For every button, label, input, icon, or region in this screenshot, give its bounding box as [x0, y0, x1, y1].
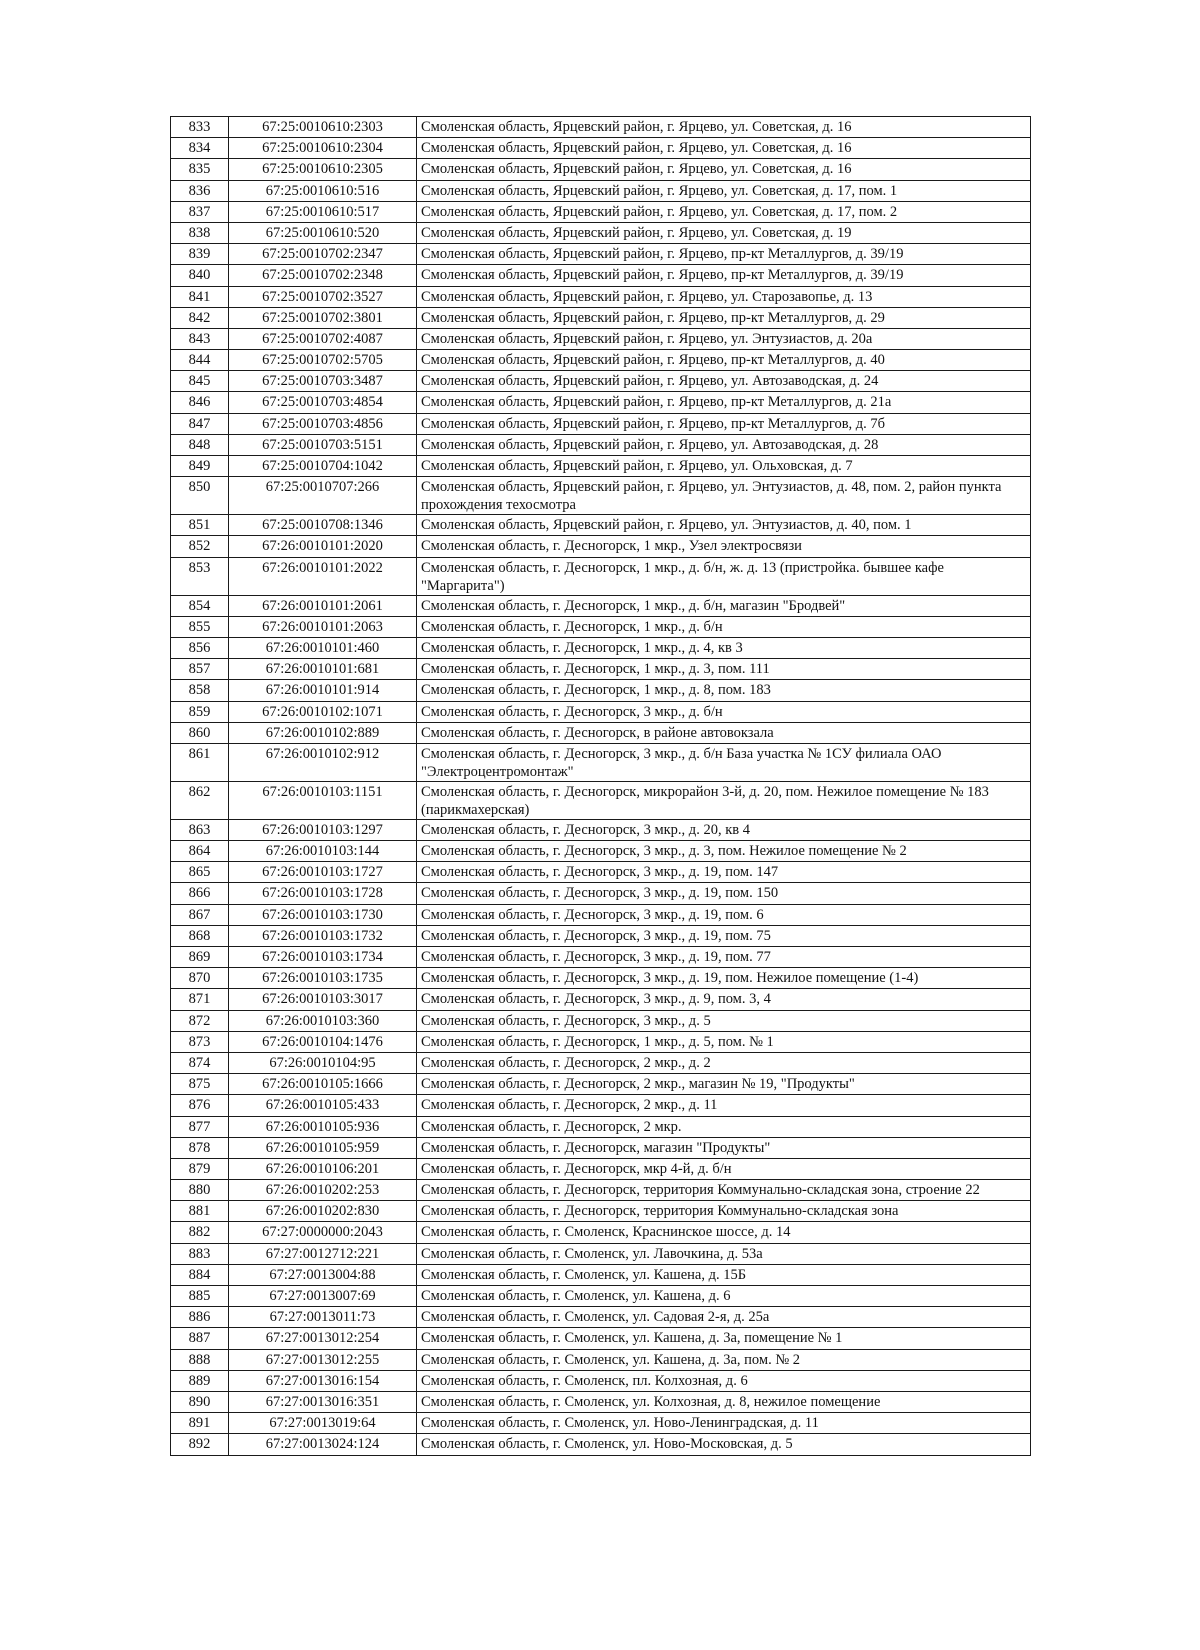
- address-cell: Смоленская область, г. Десногорск, 1 мкр., д. 5, пом. № 1: [417, 1031, 1031, 1052]
- cadastral-number-cell: 67:26:0010202:830: [229, 1201, 417, 1222]
- row-number-cell: 862: [171, 781, 229, 819]
- address-cell: Смоленская область, г. Десногорск, 2 мкр.: [417, 1116, 1031, 1137]
- property-table: [170, 116, 1031, 1456]
- table-row: [171, 307, 1031, 328]
- row-number-cell: 880: [171, 1180, 229, 1201]
- table-row: [171, 434, 1031, 455]
- address-cell: Смоленская область, г. Десногорск, 2 мкр., д. 2: [417, 1052, 1031, 1073]
- address-cell: Смоленская область, г. Десногорск, 3 мкр., д. 19, пом. 77: [417, 947, 1031, 968]
- cadastral-number-cell: 67:25:0010610:516: [229, 180, 417, 201]
- row-number-cell: 865: [171, 862, 229, 883]
- address-cell: Смоленская область, Ярцевский район, г. Ярцево, ул. Советская, д. 17, пом. 2: [417, 201, 1031, 222]
- cadastral-number-cell: 67:25:0010610:2305: [229, 159, 417, 180]
- address-cell: Смоленская область, г. Смоленск, ул. Колхозная, д. 8, нежилое помещение: [417, 1391, 1031, 1412]
- row-number-cell: 840: [171, 265, 229, 286]
- address-cell: Смоленская область, г. Десногорск, 3 мкр., д. 19, пом. 147: [417, 862, 1031, 883]
- address-cell: Смоленская область, Ярцевский район, г. Ярцево, пр-кт Металлургов, д. 21а: [417, 392, 1031, 413]
- address-cell: Смоленская область, Ярцевский район, г. Ярцево, ул. Советская, д. 17, пом. 1: [417, 180, 1031, 201]
- row-number-cell: 868: [171, 925, 229, 946]
- cadastral-number-cell: 67:25:0010708:1346: [229, 515, 417, 536]
- table-row: [171, 138, 1031, 159]
- row-number-cell: 874: [171, 1052, 229, 1073]
- row-number-cell: 845: [171, 371, 229, 392]
- row-number-cell: 855: [171, 616, 229, 637]
- cadastral-number-cell: 67:26:0010106:201: [229, 1158, 417, 1179]
- table-row: [171, 1158, 1031, 1179]
- address-cell: Смоленская область, Ярцевский район, г. Ярцево, ул. Энтузиастов, д. 48, пом. 2, район пункта прохождения техосмотра: [417, 477, 1031, 515]
- address-cell: Смоленская область, Ярцевский район, г. Ярцево, пр-кт Металлургов, д. 29: [417, 307, 1031, 328]
- row-number-cell: 885: [171, 1286, 229, 1307]
- cadastral-number-cell: 67:26:0010103:1151: [229, 781, 417, 819]
- table-row: [171, 637, 1031, 658]
- address-cell: Смоленская область, г. Десногорск, 3 мкр., д. б/н База участка № 1СУ филиала ОАО "Электроцентромонтаж": [417, 743, 1031, 781]
- row-number-cell: 859: [171, 701, 229, 722]
- cadastral-number-cell: 67:27:0013012:255: [229, 1349, 417, 1370]
- table-row: [171, 515, 1031, 536]
- row-number-cell: 847: [171, 413, 229, 434]
- address-cell: Смоленская область, г. Десногорск, 3 мкр., д. б/н: [417, 701, 1031, 722]
- row-number-cell: 886: [171, 1307, 229, 1328]
- address-cell: Смоленская область, г. Смоленск, ул. Ново-Ленинградская, д. 11: [417, 1413, 1031, 1434]
- table-row: [171, 680, 1031, 701]
- address-cell: Смоленская область, г. Десногорск, мкр 4-й, д. б/н: [417, 1158, 1031, 1179]
- row-number-cell: 837: [171, 201, 229, 222]
- table-row: [171, 413, 1031, 434]
- cadastral-number-cell: 67:25:0010703:5151: [229, 434, 417, 455]
- row-number-cell: 835: [171, 159, 229, 180]
- address-cell: Смоленская область, Ярцевский район, г. Ярцево, ул. Советская, д. 19: [417, 222, 1031, 243]
- table-row: [171, 1434, 1031, 1455]
- cadastral-number-cell: 67:26:0010101:460: [229, 637, 417, 658]
- table-row: [171, 1370, 1031, 1391]
- address-cell: Смоленская область, г. Десногорск, территория Коммунально-складская зона, строение 22: [417, 1180, 1031, 1201]
- address-cell: Смоленская область, Ярцевский район, г. Ярцево, пр-кт Металлургов, д. 39/19: [417, 265, 1031, 286]
- cadastral-number-cell: 67:25:0010702:3527: [229, 286, 417, 307]
- address-cell: Смоленская область, г. Десногорск, 1 мкр., д. 4, кв 3: [417, 637, 1031, 658]
- table-row: [171, 180, 1031, 201]
- row-number-cell: 856: [171, 637, 229, 658]
- address-cell: Смоленская область, Ярцевский район, г. Ярцево, ул. Ольховская, д. 7: [417, 456, 1031, 477]
- address-cell: Смоленская область, Ярцевский район, г. Ярцево, ул. Автозаводская, д. 28: [417, 434, 1031, 455]
- address-cell: Смоленская область, г. Смоленск, ул. Ново-Московская, д. 5: [417, 1434, 1031, 1455]
- row-number-cell: 857: [171, 659, 229, 680]
- table-row: [171, 1286, 1031, 1307]
- address-cell: Смоленская область, Ярцевский район, г. Ярцево, ул. Советская, д. 16: [417, 138, 1031, 159]
- table-row: [171, 883, 1031, 904]
- table-row: [171, 1201, 1031, 1222]
- table-row: [171, 701, 1031, 722]
- table-row: [171, 743, 1031, 781]
- table-row: [171, 659, 1031, 680]
- address-cell: Смоленская область, Ярцевский район, г. Ярцево, ул. Советская, д. 16: [417, 159, 1031, 180]
- cadastral-number-cell: 67:25:0010702:5705: [229, 350, 417, 371]
- cadastral-number-cell: 67:26:0010101:681: [229, 659, 417, 680]
- address-cell: Смоленская область, г. Десногорск, 1 мкр., Узел электросвязи: [417, 536, 1031, 557]
- table-row: [171, 350, 1031, 371]
- cadastral-number-cell: 67:25:0010703:3487: [229, 371, 417, 392]
- table-row: [171, 1010, 1031, 1031]
- cadastral-number-cell: 67:25:0010702:4087: [229, 328, 417, 349]
- table-row: [171, 1413, 1031, 1434]
- address-cell: Смоленская область, г. Десногорск, 3 мкр., д. 9, пом. 3, 4: [417, 989, 1031, 1010]
- address-cell: Смоленская область, Ярцевский район, г. Ярцево, ул. Энтузиастов, д. 20а: [417, 328, 1031, 349]
- row-number-cell: 866: [171, 883, 229, 904]
- row-number-cell: 870: [171, 968, 229, 989]
- table-row: [171, 1222, 1031, 1243]
- row-number-cell: 850: [171, 477, 229, 515]
- cadastral-number-cell: 67:26:0010103:360: [229, 1010, 417, 1031]
- cadastral-number-cell: 67:25:0010703:4856: [229, 413, 417, 434]
- row-number-cell: 871: [171, 989, 229, 1010]
- table-row: [171, 968, 1031, 989]
- address-cell: Смоленская область, г. Десногорск, 2 мкр., д. 11: [417, 1095, 1031, 1116]
- cadastral-number-cell: 67:26:0010202:253: [229, 1180, 417, 1201]
- table-row: [171, 947, 1031, 968]
- table-row: [171, 722, 1031, 743]
- table-row: [171, 456, 1031, 477]
- cadastral-number-cell: 67:26:0010101:2020: [229, 536, 417, 557]
- row-number-cell: 869: [171, 947, 229, 968]
- table-row: [171, 1074, 1031, 1095]
- cadastral-number-cell: 67:25:0010610:2303: [229, 117, 417, 138]
- row-number-cell: 838: [171, 222, 229, 243]
- row-number-cell: 867: [171, 904, 229, 925]
- row-number-cell: 882: [171, 1222, 229, 1243]
- row-number-cell: 852: [171, 536, 229, 557]
- table-row: [171, 286, 1031, 307]
- table-row: [171, 222, 1031, 243]
- table-row: [171, 616, 1031, 637]
- cadastral-number-cell: 67:25:0010704:1042: [229, 456, 417, 477]
- row-number-cell: 849: [171, 456, 229, 477]
- cadastral-number-cell: 67:27:0013011:73: [229, 1307, 417, 1328]
- address-cell: Смоленская область, г. Смоленск, ул. Кашена, д. 15Б: [417, 1264, 1031, 1285]
- address-cell: Смоленская область, Ярцевский район, г. Ярцево, пр-кт Металлургов, д. 7б: [417, 413, 1031, 434]
- cadastral-number-cell: 67:25:0010702:3801: [229, 307, 417, 328]
- row-number-cell: 887: [171, 1328, 229, 1349]
- cadastral-number-cell: 67:26:0010102:1071: [229, 701, 417, 722]
- row-number-cell: 888: [171, 1349, 229, 1370]
- address-cell: Смоленская область, г. Смоленск, пл. Колхозная, д. 6: [417, 1370, 1031, 1391]
- cadastral-number-cell: 67:27:0013007:69: [229, 1286, 417, 1307]
- row-number-cell: 884: [171, 1264, 229, 1285]
- row-number-cell: 843: [171, 328, 229, 349]
- address-cell: Смоленская область, г. Десногорск, магазин "Продукты": [417, 1137, 1031, 1158]
- cadastral-number-cell: 67:26:0010105:936: [229, 1116, 417, 1137]
- address-cell: Смоленская область, Ярцевский район, г. Ярцево, пр-кт Металлургов, д. 39/19: [417, 244, 1031, 265]
- cadastral-number-cell: 67:26:0010103:1735: [229, 968, 417, 989]
- table-row: [171, 1180, 1031, 1201]
- row-number-cell: 876: [171, 1095, 229, 1116]
- address-cell: Смоленская область, Ярцевский район, г. Ярцево, ул. Старозавопье, д. 13: [417, 286, 1031, 307]
- table-row: [171, 1116, 1031, 1137]
- table-row: [171, 841, 1031, 862]
- table-row: [171, 159, 1031, 180]
- cadastral-number-cell: 67:26:0010103:1730: [229, 904, 417, 925]
- cadastral-number-cell: 67:26:0010101:2022: [229, 557, 417, 595]
- row-number-cell: 844: [171, 350, 229, 371]
- table-row: [171, 781, 1031, 819]
- table-row: [171, 862, 1031, 883]
- row-number-cell: 892: [171, 1434, 229, 1455]
- address-cell: Смоленская область, г. Десногорск, микрорайон 3-й, д. 20, пом. Нежилое помещение № 183 (парикмахерская): [417, 781, 1031, 819]
- table-row: [171, 1095, 1031, 1116]
- row-number-cell: 854: [171, 595, 229, 616]
- table-row: [171, 989, 1031, 1010]
- row-number-cell: 860: [171, 722, 229, 743]
- address-cell: Смоленская область, г. Смоленск, ул. Кашена, д. 6: [417, 1286, 1031, 1307]
- address-cell: Смоленская область, г. Десногорск, 1 мкр., д. б/н, магазин "Бродвей": [417, 595, 1031, 616]
- table-row: [171, 392, 1031, 413]
- document-page: [170, 116, 1030, 1456]
- cadastral-number-cell: 67:26:0010103:1728: [229, 883, 417, 904]
- address-cell: Смоленская область, г. Десногорск, 1 мкр., д. 8, пом. 183: [417, 680, 1031, 701]
- address-cell: Смоленская область, г. Смоленск, ул. Кашена, д. 3а, пом. № 2: [417, 1349, 1031, 1370]
- cadastral-number-cell: 67:25:0010610:520: [229, 222, 417, 243]
- cadastral-number-cell: 67:25:0010702:2347: [229, 244, 417, 265]
- row-number-cell: 889: [171, 1370, 229, 1391]
- row-number-cell: 848: [171, 434, 229, 455]
- cadastral-number-cell: 67:25:0010707:266: [229, 477, 417, 515]
- cadastral-number-cell: 67:27:0013004:88: [229, 1264, 417, 1285]
- table-row: [171, 265, 1031, 286]
- row-number-cell: 878: [171, 1137, 229, 1158]
- row-number-cell: 890: [171, 1391, 229, 1412]
- row-number-cell: 858: [171, 680, 229, 701]
- cadastral-number-cell: 67:26:0010103:1732: [229, 925, 417, 946]
- cadastral-number-cell: 67:27:0013016:154: [229, 1370, 417, 1391]
- address-cell: Смоленская область, Ярцевский район, г. Ярцево, ул. Советская, д. 16: [417, 117, 1031, 138]
- table-row: [171, 371, 1031, 392]
- table-row: [171, 1052, 1031, 1073]
- row-number-cell: 861: [171, 743, 229, 781]
- row-number-cell: 875: [171, 1074, 229, 1095]
- cadastral-number-cell: 67:27:0012712:221: [229, 1243, 417, 1264]
- cadastral-number-cell: 67:25:0010703:4854: [229, 392, 417, 413]
- address-cell: Смоленская область, г. Смоленск, ул. Садовая 2-я, д. 25а: [417, 1307, 1031, 1328]
- address-cell: Смоленская область, г. Десногорск, 1 мкр., д. б/н, ж. д. 13 (пристройка. бывшее кафе "Маргарита"): [417, 557, 1031, 595]
- address-cell: Смоленская область, г. Смоленск, ул. Лавочкина, д. 53а: [417, 1243, 1031, 1264]
- address-cell: Смоленская область, Ярцевский район, г. Ярцево, ул. Энтузиастов, д. 40, пом. 1: [417, 515, 1031, 536]
- address-cell: Смоленская область, г. Десногорск, 3 мкр., д. 20, кв 4: [417, 819, 1031, 840]
- address-cell: Смоленская область, Ярцевский район, г. Ярцево, пр-кт Металлургов, д. 40: [417, 350, 1031, 371]
- cadastral-number-cell: 67:25:0010702:2348: [229, 265, 417, 286]
- cadastral-number-cell: 67:26:0010103:144: [229, 841, 417, 862]
- table-row: [171, 925, 1031, 946]
- table-row: [171, 1137, 1031, 1158]
- address-cell: Смоленская область, г. Десногорск, 3 мкр., д. 3, пом. Нежилое помещение № 2: [417, 841, 1031, 862]
- address-cell: Смоленская область, г. Десногорск, 1 мкр., д. б/н: [417, 616, 1031, 637]
- row-number-cell: 833: [171, 117, 229, 138]
- table-row: [171, 1307, 1031, 1328]
- cadastral-number-cell: 67:26:0010104:95: [229, 1052, 417, 1073]
- cadastral-number-cell: 67:26:0010101:2061: [229, 595, 417, 616]
- row-number-cell: 851: [171, 515, 229, 536]
- address-cell: Смоленская область, г. Десногорск, 3 мкр., д. 19, пом. 150: [417, 883, 1031, 904]
- row-number-cell: 863: [171, 819, 229, 840]
- cadastral-number-cell: 67:25:0010610:2304: [229, 138, 417, 159]
- table-row: [171, 477, 1031, 515]
- row-number-cell: 841: [171, 286, 229, 307]
- address-cell: Смоленская область, г. Десногорск, в районе автовокзала: [417, 722, 1031, 743]
- row-number-cell: 839: [171, 244, 229, 265]
- table-row: [171, 117, 1031, 138]
- address-cell: Смоленская область, г. Смоленск, Краснинское шоссе, д. 14: [417, 1222, 1031, 1243]
- row-number-cell: 877: [171, 1116, 229, 1137]
- table-row: [171, 1243, 1031, 1264]
- table-row: [171, 595, 1031, 616]
- address-cell: Смоленская область, г. Десногорск, 3 мкр., д. 5: [417, 1010, 1031, 1031]
- address-cell: Смоленская область, г. Десногорск, 2 мкр., магазин № 19, "Продукты": [417, 1074, 1031, 1095]
- row-number-cell: 881: [171, 1201, 229, 1222]
- cadastral-number-cell: 67:26:0010103:1734: [229, 947, 417, 968]
- cadastral-number-cell: 67:26:0010102:889: [229, 722, 417, 743]
- cadastral-number-cell: 67:26:0010103:1727: [229, 862, 417, 883]
- cadastral-number-cell: 67:26:0010103:1297: [229, 819, 417, 840]
- row-number-cell: 834: [171, 138, 229, 159]
- cadastral-number-cell: 67:26:0010101:2063: [229, 616, 417, 637]
- table-row: [171, 904, 1031, 925]
- row-number-cell: 879: [171, 1158, 229, 1179]
- row-number-cell: 836: [171, 180, 229, 201]
- row-number-cell: 883: [171, 1243, 229, 1264]
- table-row: [171, 819, 1031, 840]
- cadastral-number-cell: 67:27:0013019:64: [229, 1413, 417, 1434]
- table-row: [171, 328, 1031, 349]
- row-number-cell: 891: [171, 1413, 229, 1434]
- address-cell: Смоленская область, г. Десногорск, 3 мкр., д. 19, пом. Нежилое помещение (1-4): [417, 968, 1031, 989]
- row-number-cell: 842: [171, 307, 229, 328]
- table-body: [171, 117, 1031, 1456]
- cadastral-number-cell: 67:27:0013016:351: [229, 1391, 417, 1412]
- cadastral-number-cell: 67:26:0010105:959: [229, 1137, 417, 1158]
- cadastral-number-cell: 67:25:0010610:517: [229, 201, 417, 222]
- table-row: [171, 1391, 1031, 1412]
- table-row: [171, 244, 1031, 265]
- row-number-cell: 846: [171, 392, 229, 413]
- row-number-cell: 873: [171, 1031, 229, 1052]
- cadastral-number-cell: 67:26:0010105:1666: [229, 1074, 417, 1095]
- table-row: [171, 536, 1031, 557]
- table-row: [171, 1264, 1031, 1285]
- cadastral-number-cell: 67:27:0000000:2043: [229, 1222, 417, 1243]
- table-row: [171, 201, 1031, 222]
- cadastral-number-cell: 67:26:0010101:914: [229, 680, 417, 701]
- row-number-cell: 853: [171, 557, 229, 595]
- address-cell: Смоленская область, г. Смоленск, ул. Кашена, д. 3а, помещение № 1: [417, 1328, 1031, 1349]
- row-number-cell: 864: [171, 841, 229, 862]
- table-row: [171, 557, 1031, 595]
- cadastral-number-cell: 67:26:0010104:1476: [229, 1031, 417, 1052]
- cadastral-number-cell: 67:26:0010102:912: [229, 743, 417, 781]
- address-cell: Смоленская область, Ярцевский район, г. Ярцево, ул. Автозаводская, д. 24: [417, 371, 1031, 392]
- cadastral-number-cell: 67:26:0010103:3017: [229, 989, 417, 1010]
- cadastral-number-cell: 67:27:0013024:124: [229, 1434, 417, 1455]
- table-row: [171, 1349, 1031, 1370]
- table-row: [171, 1031, 1031, 1052]
- address-cell: Смоленская область, г. Десногорск, 3 мкр., д. 19, пом. 6: [417, 904, 1031, 925]
- cadastral-number-cell: 67:26:0010105:433: [229, 1095, 417, 1116]
- address-cell: Смоленская область, г. Десногорск, территория Коммунально-складская зона: [417, 1201, 1031, 1222]
- cadastral-number-cell: 67:27:0013012:254: [229, 1328, 417, 1349]
- address-cell: Смоленская область, г. Десногорск, 3 мкр., д. 19, пом. 75: [417, 925, 1031, 946]
- table-row: [171, 1328, 1031, 1349]
- address-cell: Смоленская область, г. Десногорск, 1 мкр., д. 3, пом. 111: [417, 659, 1031, 680]
- row-number-cell: 872: [171, 1010, 229, 1031]
